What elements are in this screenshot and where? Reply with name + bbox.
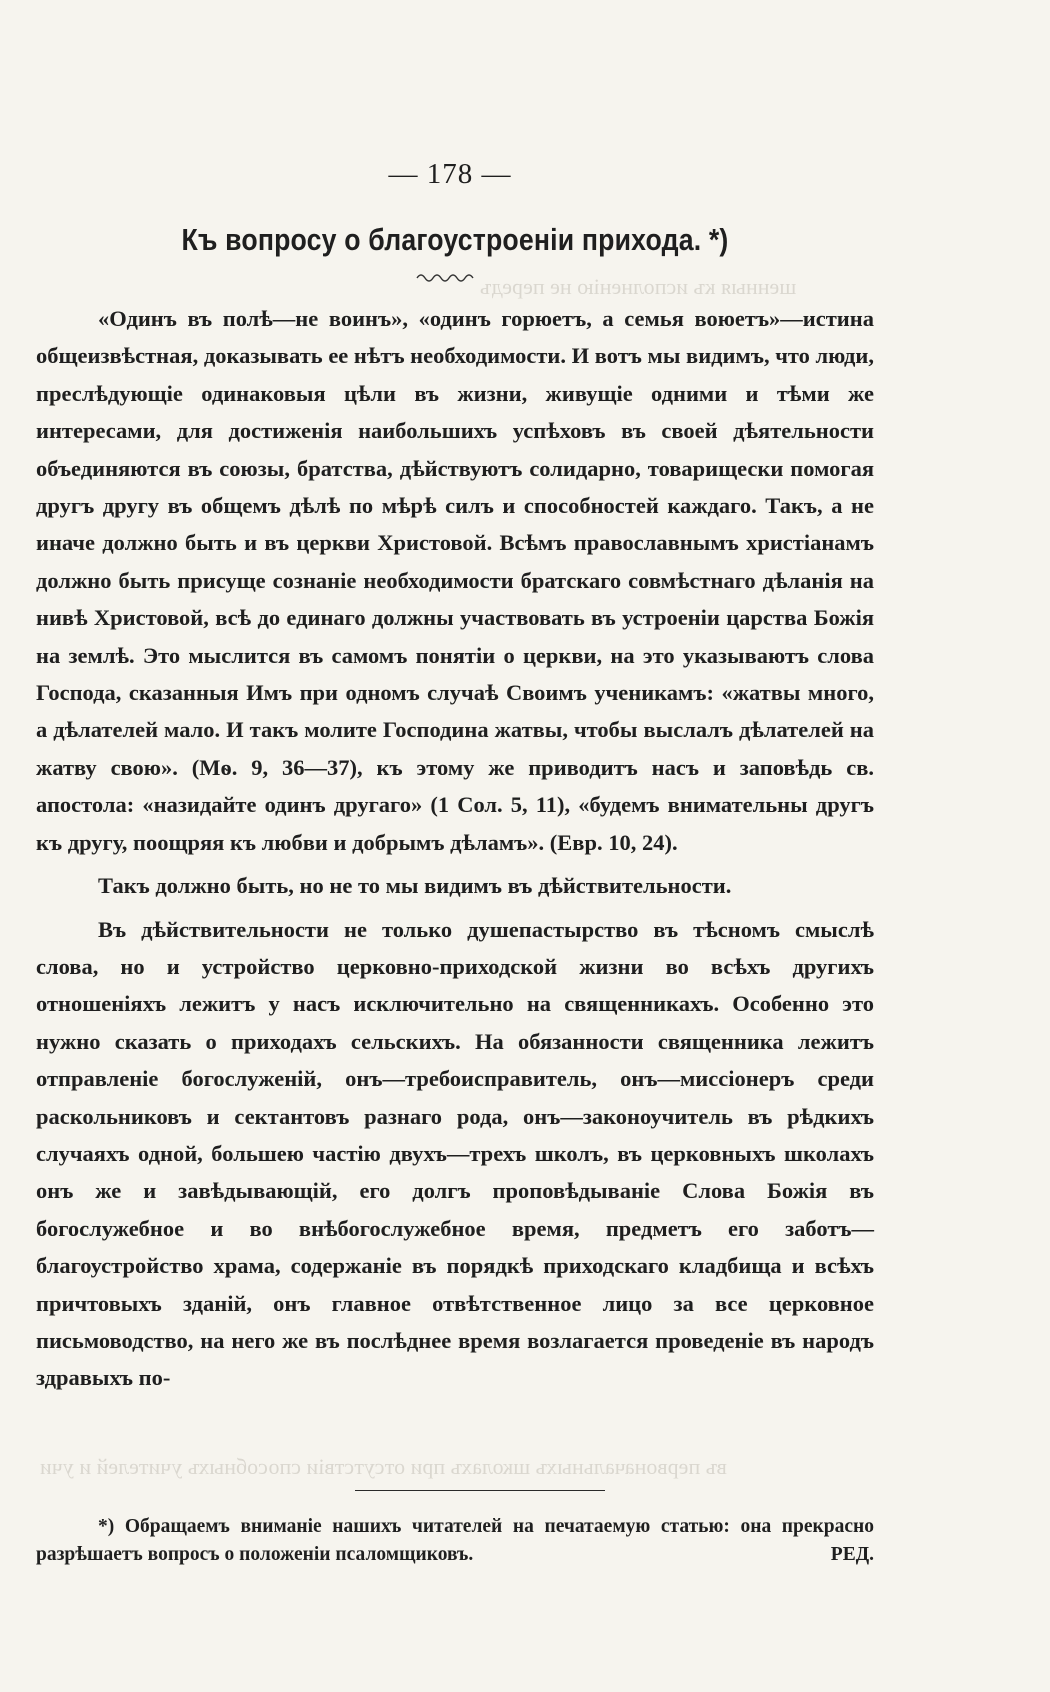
footnote-text: *) Обращаемъ вниманіе нашихъ читателей на печатаемую статью: она прекрасно разрѣшаетъ вопросъ о положеніи псаломщиковъ. [36, 1516, 874, 1565]
show-through-text: шенныя къ исполненію не передъ [480, 274, 797, 299]
footnote [36, 1513, 874, 1569]
editor-signature: РЕД. [830, 1544, 874, 1565]
title-ornament-divider [415, 270, 477, 282]
article-body [36, 300, 874, 1397]
paragraph-2: Такъ должно быть, но не то мы видимъ въ дѣйствительности. [98, 873, 732, 899]
article-title: Къ вопросу о благоустроеніи прихода. *) [181, 222, 729, 257]
footnote-rule [355, 1490, 605, 1491]
page-number: — 178 — [388, 158, 512, 190]
paragraph-1: «Одинъ въ полѣ—не воинъ», «одинъ горюетъ, а семья воюетъ»—истина общеизвѣстная, доказывать ее нѣтъ необходимости. И вотъ мы видимъ, что люди, преслѣдующіе одинаковыя цѣли въ жизни, живущіе одними и тѣми же интересами, для достиженія наибольшихъ успѣховъ въ своей дѣятельности объединяются въ союзы, братства, дѣйствуютъ солидарно, товарищески помогая другъ другу въ общемъ дѣлѣ по мѣрѣ силъ и способностей каждаго. Такъ, а не иначе должно быть и въ церкви Христовой. Всѣмъ православнымъ христіанамъ должно быть присуще сознаніе необходимости братскаго совмѣстнаго дѣланія на нивѣ Христовой, всѣ до единаго должны участвовать въ устроеніи царства Божія на землѣ. Это мыслится въ самомъ понятіи о церкви, на это указываютъ слова Господа, сказанныя Имъ при одномъ случаѣ Своимъ ученикамъ: «жатвы много, а дѣлателей мало. И такъ молите Господина жатвы, чтобы выслалъ дѣлателей на жатву свою». (Мѳ. 9, 36—37), къ этому же приводитъ насъ и заповѣдь св. апостола: «назидайте одинъ другаго» (1 Сол. 5, 11), «будемъ внимательны другъ къ другу, поощряя къ любви и добрымъ дѣламъ». (Евр. 10, 24). [36, 306, 875, 855]
paragraph-3: Въ дѣйствительности не только душепастырство въ тѣсномъ смыслѣ слова, но и устройство церковно-приходской жизни во всѣхъ другихъ отношеніяхъ лежитъ у насъ исключительно на священникахъ. Особенно это нужно сказать о приходахъ сельскихъ. На обязанности священника лежитъ отправленіе богослуженій, онъ—требоисправитель, онъ—миссіонеръ среди раскольниковъ и сектантовъ разнаго рода, онъ—законоучитель въ рѣдкихъ случаяхъ одной, большею частію двухъ—трехъ школъ, въ церковныхъ школахъ онъ же и завѣдывающій, его долгъ проповѣдываніе Слова Божія въ богослужебное и во внѣбогослужебное время, предметъ его заботъ—благоустройство храма, содержаніе въ порядкѣ приходскаго кладбища и всѣхъ причтовыхъ зданій, онъ главное отвѣтственное лицо за все церковное письмоводство, на него же въ послѣднее время возлагается проведеніе въ народъ здравыхъ по- [36, 916, 874, 1391]
show-through-text: въ первоначальныхъ школахъ при отсутствіи способныхъ учителей и учи [40, 1454, 727, 1479]
